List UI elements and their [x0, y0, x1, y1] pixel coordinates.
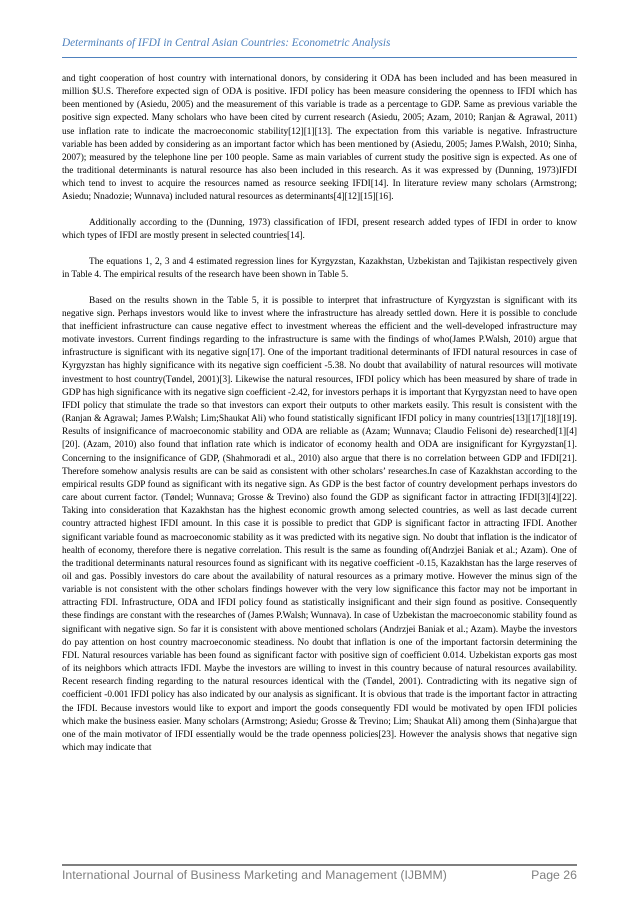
- body-paragraph: Additionally according to the (Dunning, 1973) classification of IFDI, present research added types of IFDI in order to know which types of IFDI are mostly present in selected countries[14].: [62, 218, 577, 242]
- page-footer: [62, 868, 577, 882]
- header-divider: [62, 57, 577, 58]
- body-paragraph: and tight cooperation of host country with international donors, by considering it ODA has been included and has been measured in million $U.S. Therefore expected sign of ODA is positive. IFDI policy has been measure considering the openness to IFDI which has been mentioned by (Asiedu, 2005) and the measurement of this variable is trade as a percentage to GDP. Same as previous variable the positive sign expected. Many scholars who have been cited by current research (Asiedu, 2005; Azam, 2010; Ranjan & Agrawal, 2011) use inflation rate to indicate the macroeconomic stability[12][1][13]. The expectation from this variable is negative. Infrastructure variable has been added by considering as an important factor which has been mentioned by (Asiedu, 2005; James P.Walsh, 2010; Sinha, 2007); measured by the telephone line per 100 people. Same as main variables of current study the positive sign is expected. As one of the traditional determinants is natural resource has also been included in this research. As it was expressed by (Dunning, 1973)IFDI which tend to invest to acquire the resources named as resource seeking IFDI[14]. In literature review many scholars (Armstrong; Asiedu; Nnadozie; Wunnava) included natural resources as determinants[4][12][15][16].: [62, 74, 577, 203]
- body-paragraph: Based on the results shown in the Table 5, it is possible to interpret that infrastructure of Kyrgyzstan is significant with its negative sign. Perhaps investors would like to invest where the infrastructure has already settled down. Here it is possible to conclude that inefficient infrastructure can cause negative effect to investment whereas the efficient and the well-developed infrastructure may motivate investors. Current findings regarding to the infrastructure is same with the findings of who(James P.Walsh, 2010) argue that infrastructure is significant with its negative sign[17]. One of the important traditional determinants of IFDI natural resources in case of Kyrgyzstan has highly significance with its negative sign coefficient -5.38. No doubt that availability of natural resources will motivate investment to host country(Tøndel, 2001)[3]. Likewise the natural resources, IFDI policy which has been measured by share of trade in GDP has high significance with its negative sign coefficient -2.42, for investors perhaps it is important that Kyrgyzstan need to have open IFDI policy that stimulate the trade so that investors can export their outputs to other markets easily. This result is consistent with the (Ranjan & Agrawal; James P.Walsh; Lim;Shaukat Ali) who found statistically significant IFDI policy in many countries[13][17][18][19]. Results of insignificance of macroeconomic stability and ODA are reliable as (Azam; Wunnava; Claudio Felisoni de) researched[1][4][20]. (Azam, 2010) also found that inflation rate which is indicator of economy health and ODA are insignificant for Kyrgyzstan[1]. Concerning to the insignificance of GDP, (Shahmoradi et al., 2010) also argue that there is no correlation between GDP and IFDI[21]. Therefore somehow analysis results are can be said as consistent with other scholars’ researches.In case of Kazakhstan according to the empirical results GDP found as significant with its negative sign. As GDP is the best factor of country development perhaps investors do care about current factor. (Tøndel; Wunnava; Grosse & Trevino) also found the GDP as significant factor in attracting IFDI[3][4][22]. Taking into consideration that Kazakhstan has the highest economic growth among selected countries, as well as last decade current country attracted highest IFDI amount. In this case it is possible to predict that GDP is significant factor in attracting IFDI. Another significant variable found as macroeconomic stability as it was predicted with its negative sign. No doubt that inflation is the indicator of health of economy, therefore there is negative correlation. This result is the same as founding of(Andrzjei Baniak et al.; Azam). One of the traditional determinants natural resources found as significant with its negative coefficient -0.15, Kazakhstan has the large reserves of oil and gas. Possibly investors do care about the availability of natural resources as a primary motive. However the minus sign of the variable is not consistent with the other scholars findings however with the very low significance this factor may not be important in attracting FDI. Infrastructure, ODA and IFDI policy found as statistically insignificant and their sign found as positive. Consequently these findings are constant with the researches of (James P.Walsh; Wunnava). In case of Uzbekistan the macroeconomic stability found as significant with negative sign. So far it is consistent with above mentioned scholars (Andrzjei Baniak et al.; Azam). Maybe the investors do pay attention on host country macroeconomic steadiness. No doubt that inflation is one of the important factorsin determining the FDI. Natural resources variable has been found as significant factor with positive sign of coefficient 0.014. Uzbekistan exports gas most of its neighbors which attracts IFDI. Maybe the investors are willing to invest in this country because of natural resources availability. Recent research finding regarding to the natural resources identical with the (Tøndel, 2001). Contradicting with its negative sign of coefficient -0.001 IFDI policy has also indicated by our analysis as significant. It is obvious that trade is the important factor in attracting the IFDI. Because investors would like to export and import the goods consequently FDI would be motivated by open IFDI policies which make the business easier. Many scholars (Armstrong; Asiedu; Grosse & Trevino; Lim; Shaukat Ali) among them (Sinha)argue that one of the main motivator of IFDI essentially would be the trade openness policies[23]. However the analysis shows that negative sign which may indicate that: [62, 295, 577, 753]
- journal-name: International Journal of Business Marketing and Management (IJBMM): [62, 868, 447, 882]
- page-number: Page 26: [531, 868, 577, 882]
- footer-divider: [62, 864, 577, 866]
- body-paragraph: The equations 1, 2, 3 and 4 estimated regression lines for Kyrgyzstan, Kazakhstan, Uzbekistan and Tajikistan respectively given in Table 4. The empirical results of the research have been shown in Table 5.: [62, 256, 577, 281]
- article-body: [62, 73, 577, 755]
- running-header: Determinants of IFDI in Central Asian Countries: Econometric Analysis: [62, 37, 391, 49]
